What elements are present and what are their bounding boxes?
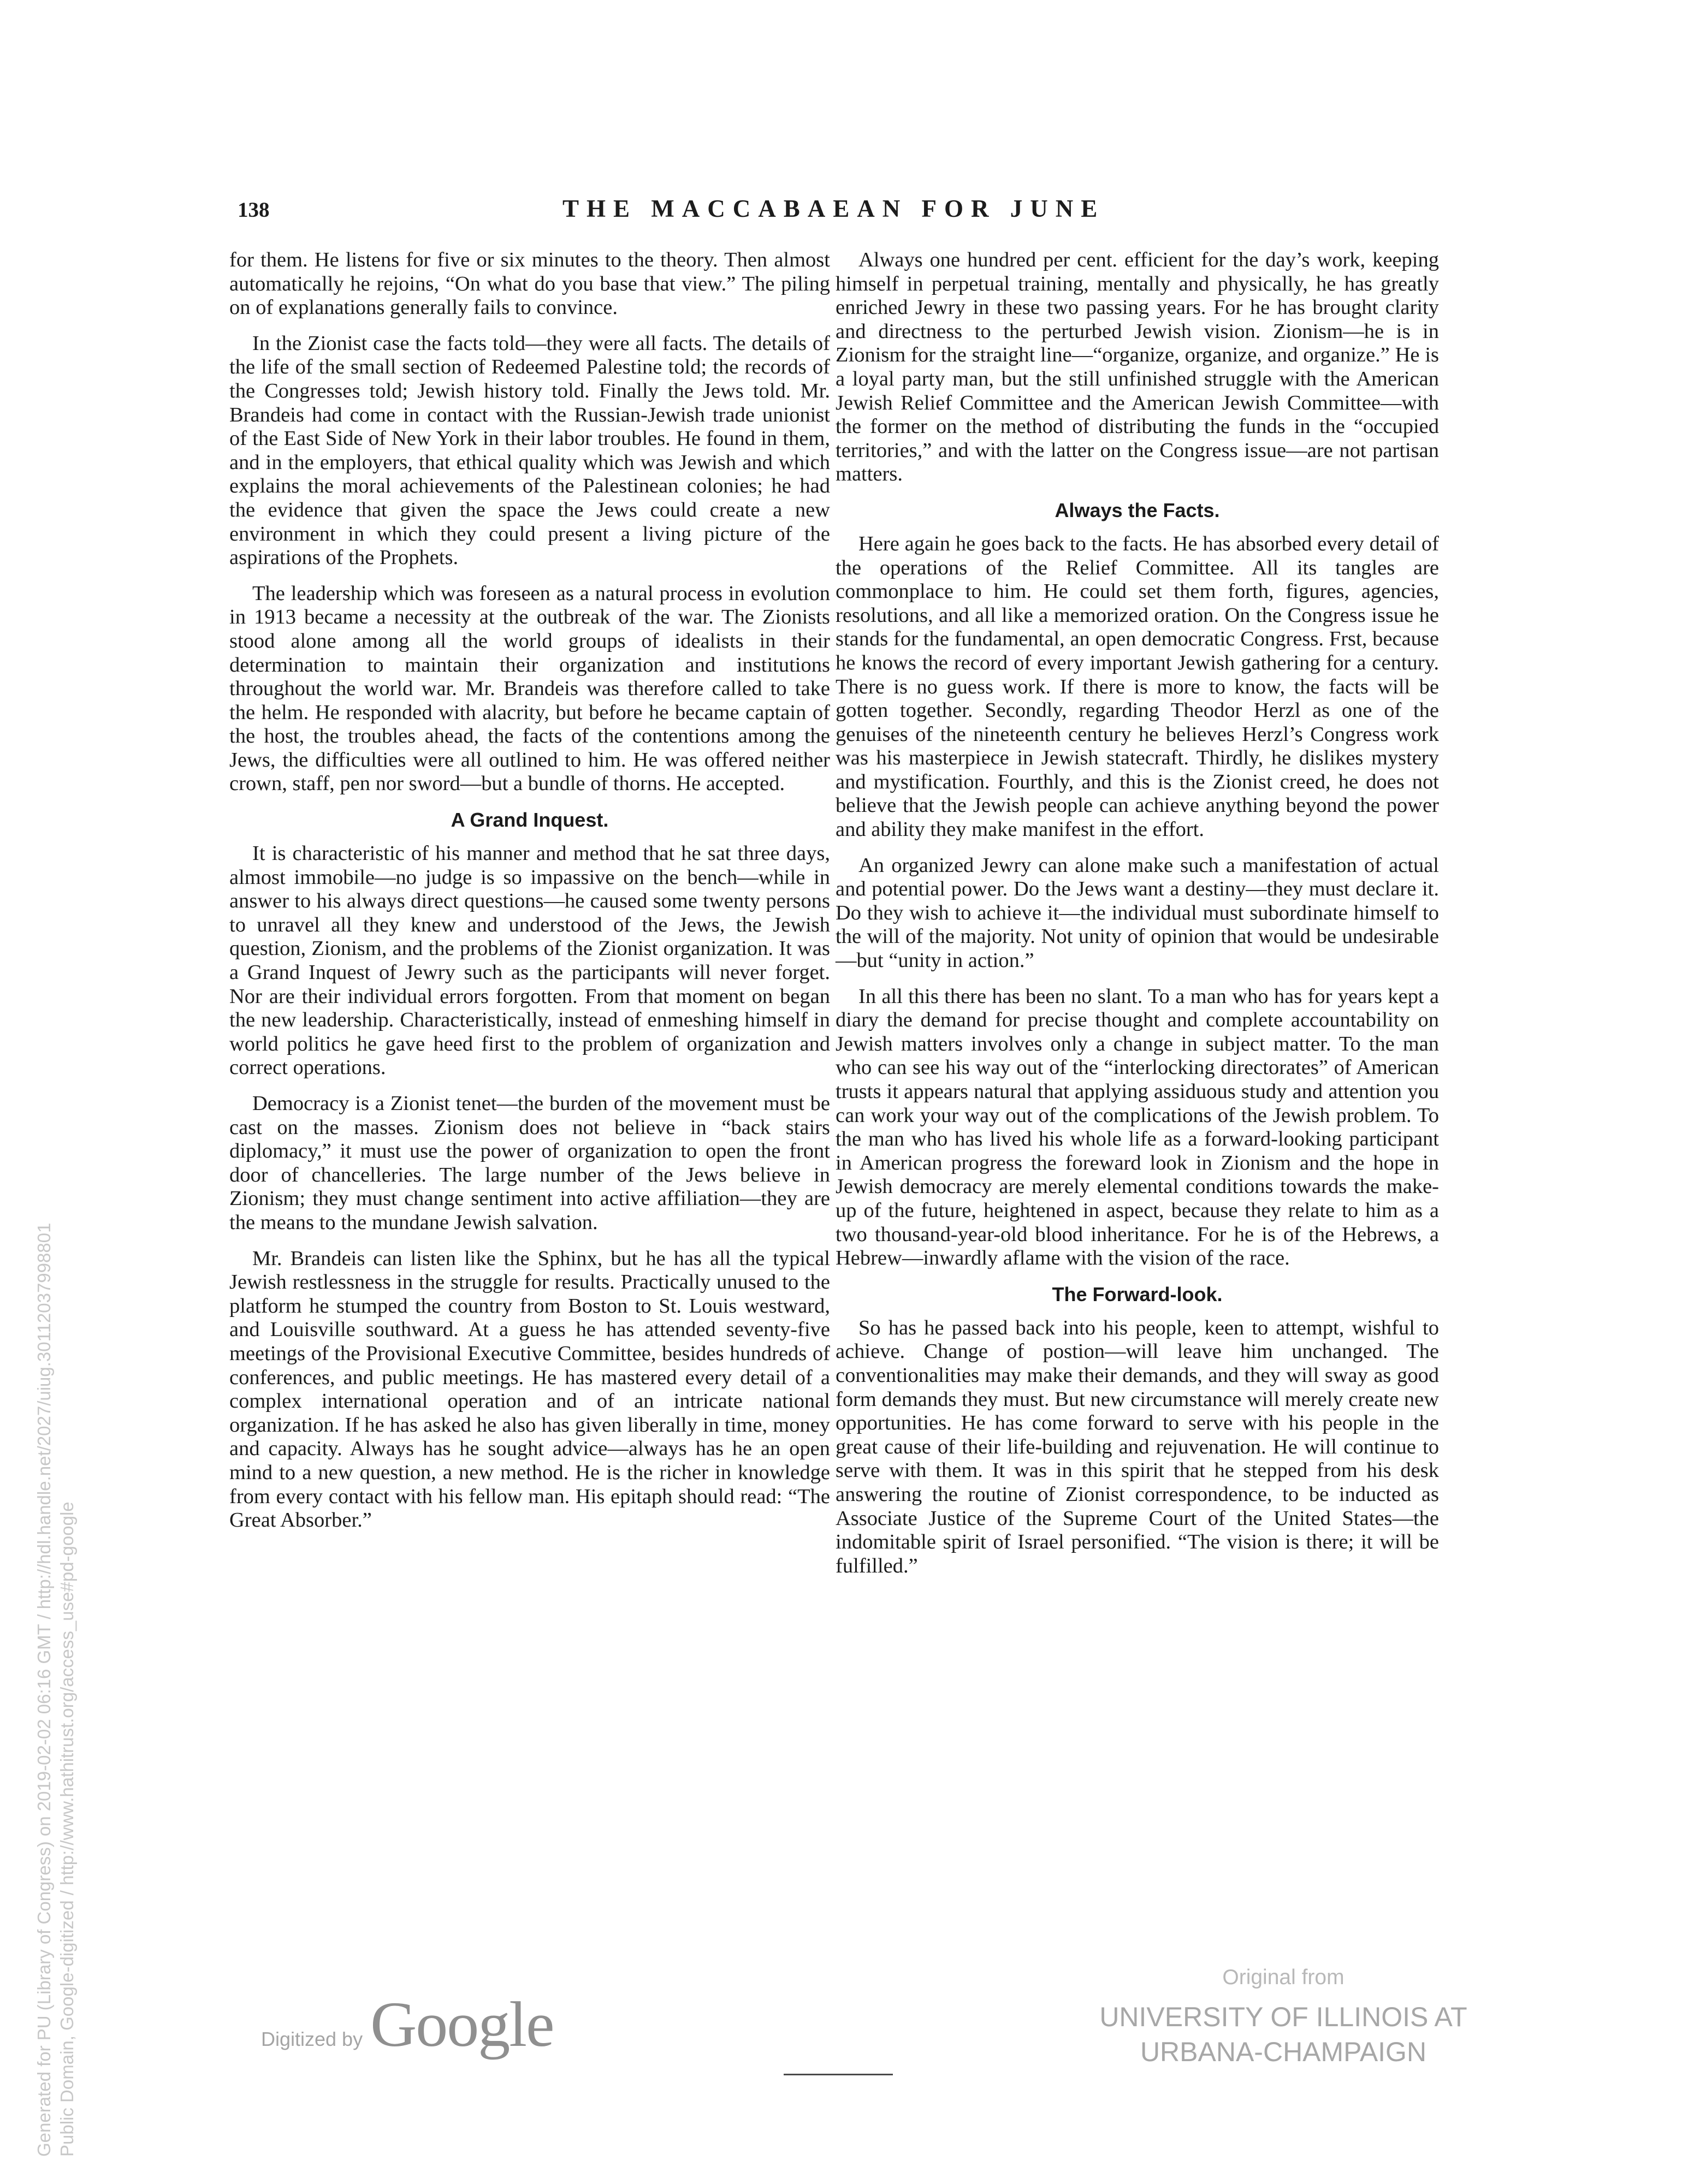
section-heading: The Forward-look. xyxy=(1052,1283,1223,1305)
university-campus: URBANA-CHAMPAIGN xyxy=(1140,2037,1427,2067)
paragraph: An organized Jewry can alone make such a manifestation of actual and potential power. Do the Jews want a destiny—they must declare it. Do they wish to achieve it—the individual must subordinate himself to the will of the majority. Not unity of opinion that would be undesirable—but “unity in action.” xyxy=(836,853,1439,972)
paragraph: Always one hundred per cent. efficient for the day’s work, keeping himself in perpetual training, mentally and physically, he has greatly enriched Jewry in these two passing years. For he has brought clarity and directness to the perturbed Jewish vision. Zionism—he is in Zionism for the straight line—“organize, organize, and organize.” He is a loyal party man, but the still unfinished struggle with the American Jewish Relief Committee and the American Jewish Committee—with the former on the method of distributing the funds in the “occupied territories,” and with the latter on the Congress issue—are not partisan matters. xyxy=(836,248,1439,486)
watermark-line: Public Domain, Google-digitized / http://www.hathitrust.org/access_use#pd-google xyxy=(57,1502,77,2157)
paragraph: Mr. Brandeis can listen like the Sphinx, but he has all the typical Jewish restlessness in the struggle for results. Practically unused to the platform he stumped the country from Boston to St. Louis westward, and Louisville southward. At a guess he has attended seventy-five meetings of the Provisional Executive Committee, besides hundreds of conferences, and public meetings. He has mastered every detail of a complex international operation and of an intricate national organization. If he has asked he also has given liberally in time, money and capacity. Always has he sought advice—always has he an open mind to a new question, a new method. He is the richer in knowledge from every contact with his fellow man. His epitaph should read: “The Great Absorber.” xyxy=(229,1247,830,1532)
section-heading: A Grand Inquest. xyxy=(451,809,609,832)
paragraph: The leadership which was foreseen as a natural process in evolution in 1913 became a necessity at the outbreak of the war. The Zionists stood alone among all the world groups of idealists in their determination to maintain their organization and institutions throughout the world war. Mr. Brandeis was therefore called to take the helm. He responded with alacrity, but before he became captain of the host, the troubles ahead, the facts of the contentions among the Jews, the difficulties were all outlined to him. He was offered neither crown, staff, pen nor sword—but a bundle of thorns. He accepted. xyxy=(229,581,830,796)
section-heading: Always the Facts. xyxy=(1055,498,1220,521)
paragraph: In all this there has been no slant. To a man who has for years kept a diary the demand for precise thought and complete accountability on Jewish matters involves only a change in subject matter. To the man who can see his way out of the “interlocking directorates” of American trusts it appears natural that applying assiduous study and attention you can work your way out of the complications of the Jewish problem. To the man who has lived his whole life as a forward-looking participant in American progress the foreward look in Zionism and the hope in Jewish democracy are merely elemental conditions towards the make-up of the future, heightened in aspect, because they relate to him as a two thousand-year-old blood inheritance. For he is of the Hebrews, a Hebrew—inwardly aflame with the vision of the race. xyxy=(836,984,1439,1270)
running-title: THE MACCABAEAN FOR JUNE xyxy=(562,195,1105,222)
digitized-by-label: Digitized by xyxy=(261,2028,363,2050)
paragraph: Here again he goes back to the facts. He has absorbed every detail of the operations of the Relief Committee. All its tangles are commonplace to him. He could set them forth, figures, agencies, resolutions, and all like a memorized oration. On the Congress issue he stands for the fundamental, an open democratic Congress. Frst, because he knows the record of every important Jewish gathering for a century. There is no guess work. If there is more to know, the facts will be gotten together. Secondly, regarding Theodor Herzl as one of the genuises of the nineteenth century he believes Herzl’s Congress work was his masterpiece in Jewish statecraft. Thirdly, he dislikes mystery and mystification. Fourthly, and this is the Zionist creed, he does not believe that the Jewish people can achieve anything beyond the power and ability they make manifest in the effort. xyxy=(836,532,1439,841)
paragraph: Democracy is a Zionist tenet—the burden of the movement must be cast on the masses. Zionism does not believe in “back stairs diplomacy,” it must use the power of organization to open the front door of chancelleries. The large number of the Jews believe in Zionism; they must change sentiment into active affiliation—they are the means to the mundane Jewish salvation. xyxy=(229,1092,830,1234)
paragraph: for them. He listens for five or six minutes to the theory. Then almost automatically he rejoins, “On what do you base that view.” The piling on of explanations generally fails to convince. xyxy=(229,248,830,319)
side-watermark xyxy=(33,792,79,2157)
paragraph: So has he passed back into his people, keen to attempt, wishful to achieve. Change of postion—will leave him unchanged. The conventionalities may make their demands, and they will sway as good form demands they must. But new circumstance will merely create new opportunities. He has come forward to serve with his people in the great cause of their life-building and rejuvenation. He will continue to serve with them. It was in this spirit that he stepped from his desk answering the routine of Zionist correspondence, to be inducted as Associate Justice of the Supreme Court of the United States—the indomitable spirit of Israel personified. “The vision is there; it will be fulfilled.” xyxy=(836,1316,1439,1577)
paragraph: It is characteristic of his manner and method that he sat three days, almost immobile—no judge is so impassive on the bench—while in answer to his always direct questions—he caused some twenty persons to unravel all they knew and understood of the Jews, the Jewish question, Zionism, and the problems of the Zionist organization. It was a Grand Inquest of Jewry such as the participants will never forget. Nor are their individual errors forgotten. From that moment on began the new leadership. Characteristically, instead of enmeshing himself in world politics he gave heed first to the problem of organization and correct operations. xyxy=(229,842,830,1079)
digitized-by-google xyxy=(261,1987,553,2062)
right-column xyxy=(836,248,1439,1590)
left-column xyxy=(229,248,830,1545)
bottom-rule xyxy=(784,2074,893,2075)
original-from-block xyxy=(1065,1966,1502,2069)
paragraph: In the Zionist case the facts told—they were all facts. The details of the life of the small section of Redeemed Palestine told; the records of the Congresses told; Jewish history told. Finally the Jews told. Mr. Brandeis had come in contact with the Russian-Jewish trade unionist of the East Side of New York in their labor troubles. He found in them, and in the employers, that ethical quality which was Jewish and which explains the moral achievements of the Palestinean colonies; he had the evidence that given the space the Jews could create a new environment in which they could present a living picture of the aspirations of the Prophets. xyxy=(229,331,830,569)
original-from-label: Original from xyxy=(1222,1966,1345,1989)
google-logo: Google xyxy=(370,1989,554,2060)
university-name: UNIVERSITY OF ILLINOIS AT xyxy=(1099,2002,1467,2032)
page-number: 138 xyxy=(238,198,270,222)
watermark-line: Generated for PU (Library of Congress) on 2019-02-02 06:16 GMT / http://hdl.handle.net/2027/uiug.30112037998801 xyxy=(34,1222,54,2157)
